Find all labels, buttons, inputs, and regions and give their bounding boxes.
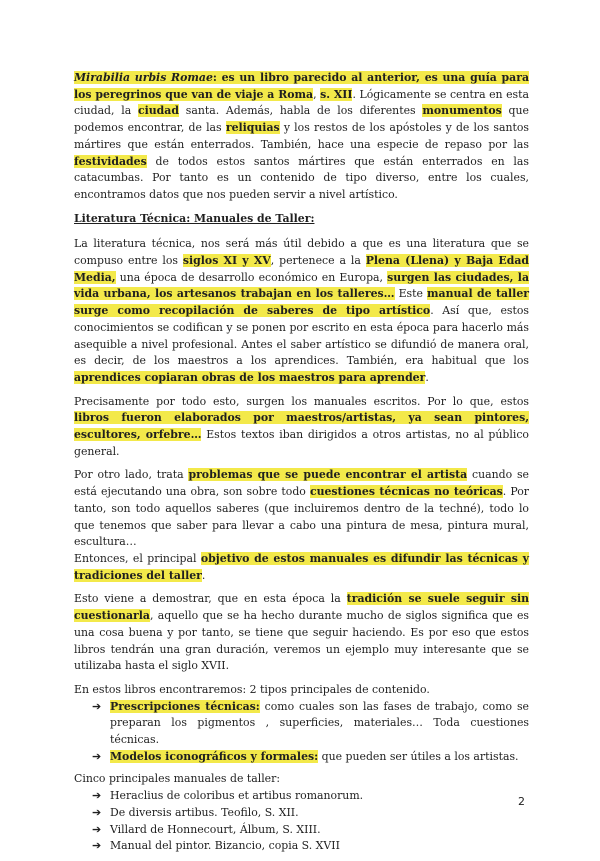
text-run: que podemos encontrar, de las (74, 104, 529, 135)
text-run: Estos textos iban dirigidos a otros artistas, no al público general. (74, 428, 529, 458)
text-run: Este (394, 287, 428, 301)
text-run: Por otro lado, trata (74, 468, 189, 482)
highlight-text: Modelos iconográficos y formales: (110, 749, 319, 763)
paragraph-objetivo (74, 551, 529, 584)
arrow-right-icon: ➔ (92, 699, 102, 713)
text-run: Precisamente por todo esto, surgen los manuales escritos. Por lo que, estos (74, 394, 529, 408)
paragraph-contenido-intro: En estos libros encontraremos: 2 tipos principales de contenido. (74, 682, 430, 696)
highlight-text: ciudad (138, 104, 179, 118)
list-item (74, 838, 529, 855)
list-item (74, 822, 529, 839)
highlight-text: aprendices copiaran obras de los maestros para aprender (74, 370, 426, 384)
text-run: como cuales son las fases de trabajo, como se preparan los pigmentos , superficies, materiales… Toda cuestiones técnicas. (110, 699, 529, 747)
text-run: , (313, 87, 321, 101)
manual-title: Villard de Honnecourt, Álbum, S. XIII. (110, 822, 321, 836)
arrow-right-icon: ➔ (92, 749, 102, 763)
highlight-text: reliquias (225, 121, 280, 135)
manuals-list (74, 788, 529, 855)
paragraph-problemas (74, 467, 529, 551)
manual-title: Heraclius de coloribus et artibus romanorum. (110, 789, 364, 803)
document-body (74, 70, 529, 861)
text-run: : es un libro parecido al anterior, es una (212, 71, 471, 84)
text-run: . (425, 370, 429, 384)
paragraph-manuales-escritos (74, 394, 529, 461)
arrow-right-icon: ➔ (92, 822, 102, 836)
highlight-text: libros fueron elaborados por maestros/artistas, ya sean pintores, escultores, orfebre… (74, 411, 529, 442)
highlight-text: surgen las ciudades, la vida urbana, los artesanos trabajan en los talleres… (74, 270, 529, 301)
text-run: . Así que, estos conocimientos se codifican y se ponen por escrito en esta época para hacerlo más asequible a nivel profesional. Antes el saber artístico se difundió de manera oral, es decir, de los maestros a los aprendices. También, era habitual que los (74, 304, 529, 368)
highlight-text: guía para los peregrinos que van de viaje a Roma (74, 71, 530, 101)
text-run: de todos estos santos mártires que están enterrados en las catacumbas. Por tanto es un contenido de tipo diverso, entre los cuales, encontramos datos que nos pueden servir a nivel artístico. (74, 154, 529, 201)
highlight-text: manual de taller surge como recopilación de saberes de tipo artístico (74, 287, 529, 318)
paragraph-mirabilia (74, 70, 529, 204)
list-item (74, 699, 529, 749)
list-item (74, 749, 529, 766)
arrow-right-icon: ➔ (92, 839, 102, 853)
highlight-text: Plena (Llena) y Baja Edad Media, (74, 254, 530, 284)
text-run: cuando se está ejecutando una obra, son sobre todo (74, 468, 529, 499)
paragraph-tradicion (74, 591, 529, 675)
arrow-right-icon: ➔ (92, 805, 102, 819)
paragraph-cinco-manuales: Cinco principales manuales de taller: (74, 772, 281, 786)
text-run: . Por tanto, son todo aquellos saberes (que incluiremos dentro de la techné), todo lo que tenemos que saber para llevar a cabo una pintura de mesa, pintura mural, escultura… (74, 485, 529, 549)
highlight-text: objetivo de estos manuales es difundir las técnicas y tradiciones del taller (74, 551, 529, 582)
highlight-text: siglos XI y XV (182, 254, 271, 268)
text-run: santa. Además, habla de los diferentes (178, 104, 423, 118)
section-heading: Literatura Técnica: Manuales de Taller: (74, 211, 315, 225)
highlight-text: problemas que se puede encontrar el artista (188, 468, 468, 482)
highlight-text: Prescripciones técnicas: (110, 699, 260, 713)
text-run: . (201, 568, 206, 582)
page-number: 2 (518, 795, 525, 808)
list-item (74, 788, 529, 805)
list-item (74, 805, 529, 822)
text-run: y los restos de los apóstoles y de los santos mártires que están enterrados. También, hace una especie de repaso por las (74, 121, 529, 151)
manual-title: Manual del pintor. Bizancio, copia S. XVII (110, 839, 340, 853)
manual-title: De diversis artibus. Teofilo, S. XII. (110, 805, 299, 819)
text-run: , aquello que se ha hecho durante mucho de siglos significa que es una cosa buena y por tanto, se tiene que seguir haciendo. Es por eso que estos libros tendrán una gran duración, veremos un ejemplo muy interesante que se utilizaba hasta el siglo XVII. (74, 609, 529, 673)
content-types-list (74, 699, 529, 766)
text-run: La literatura técnica, nos será más útil debido a que es una literatura que se compuso entre los (74, 237, 529, 268)
text-run: Esto viene a demostrar, que en esta época la (74, 592, 347, 606)
highlight-text: tradición se suele seguir sin cuestionarla (74, 592, 530, 623)
book-title: Mirabilia urbis Romae (74, 71, 213, 84)
paragraph-literatura (74, 236, 529, 386)
text-run: . Lógicamente se centra en esta ciudad, la (74, 87, 529, 118)
text-run: Entonces, el principal (74, 551, 201, 565)
text-run: una época de desarrollo económico en Europa, (115, 270, 388, 284)
highlight-text: s. XII (320, 87, 353, 101)
text-run: que pueden ser útiles a los artistas. (318, 749, 519, 763)
highlight-text: cuestiones técnicas no teóricas (309, 485, 503, 499)
highlight-text: monumentos (422, 104, 502, 118)
text-run: , pertenece a la (270, 254, 366, 268)
highlight-text: festividades (74, 154, 147, 168)
arrow-right-icon: ➔ (92, 789, 102, 803)
